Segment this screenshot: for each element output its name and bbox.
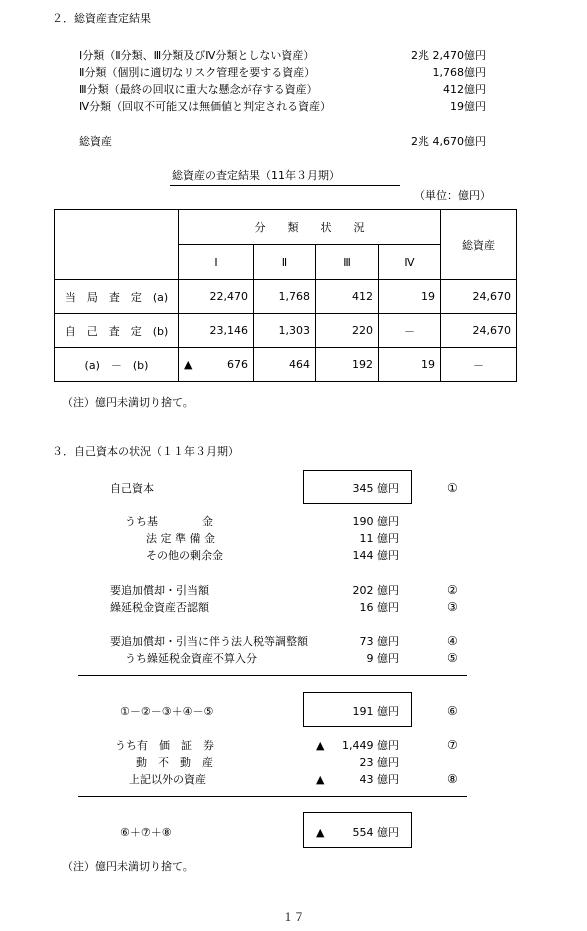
cell-value: 412: [316, 280, 379, 314]
real-estate-value: 23 億円: [359, 756, 399, 769]
deferred-tax-denied-label: 繰延税金資産否認額: [110, 601, 209, 614]
negative-mark: ▲: [316, 773, 325, 786]
class3-label: Ⅲ分類（最終の回収に重大な懸念が存する資産）: [79, 83, 318, 96]
deferred-tax-excluded-value: 9 億円: [366, 652, 399, 665]
row-label: (a) － (b): [55, 348, 179, 382]
class1-label: Ⅰ分類（Ⅱ分類、Ⅲ分類及びⅣ分類としない資産）: [79, 49, 315, 62]
cell-value: 1,303: [254, 314, 316, 348]
real-estate-label: 動 不 動 産: [136, 756, 213, 769]
col-header-4: Ⅳ: [379, 245, 441, 280]
table-row: [55, 280, 517, 314]
cell-value: －: [379, 314, 441, 348]
divider-2: [78, 796, 467, 797]
deferred-tax-denied-value: 16 億円: [359, 601, 399, 614]
calc1-value: 191 億円: [352, 705, 399, 718]
row-label: 自 己 査 定 (b): [55, 314, 179, 348]
table-title-underline: [170, 185, 400, 186]
legal-reserve-value: 11 億円: [359, 532, 399, 545]
table-row: [55, 348, 517, 382]
total-assets-header: 総資産: [441, 210, 517, 280]
breakdown-fund-value: 190 億円: [352, 515, 399, 528]
calc2-value: 554 億円: [352, 826, 399, 839]
table-note: （注）億円未満切り捨て。: [62, 396, 194, 409]
cell-value: 22,470: [179, 280, 254, 314]
own-capital-value: 345 億円: [352, 482, 399, 495]
row-label: 当 局 査 定 (a): [55, 280, 179, 314]
col-header-2: Ⅱ: [254, 245, 316, 280]
circle-8: ⑧: [447, 772, 458, 786]
col-header-3: Ⅲ: [316, 245, 379, 280]
classification-header: 分 類 状 況: [179, 210, 441, 245]
circle-1: ①: [447, 481, 458, 495]
cell-value: 23,146: [179, 314, 254, 348]
negative-mark: ▲: [316, 826, 325, 839]
total-assets-label: 総資産: [79, 135, 112, 148]
additional-provision-value: 202 億円: [352, 584, 399, 597]
own-capital-label: 自己資本: [110, 482, 154, 495]
circle-2: ②: [447, 583, 458, 597]
page-number: １７: [282, 911, 305, 924]
total-assets-value: 2兆 4,670億円: [411, 135, 486, 148]
section3-heading: ３．自己資本の状況（１１年３月期）: [52, 445, 239, 458]
cell-value: 19: [379, 280, 441, 314]
legal-reserve-label: 法 定 準 備 金: [146, 532, 215, 545]
securities-value: 1,449 億円: [342, 739, 399, 752]
unit-label: （単位：億円）: [414, 189, 491, 202]
class2-label: Ⅱ分類（個別に適切なリスク管理を要する資産）: [79, 66, 316, 79]
class1-value: 2兆 2,470億円: [411, 49, 486, 62]
class4-label: Ⅳ分類（回収不可能又は無価値と判定される資産）: [79, 100, 332, 113]
table-row: [55, 314, 517, 348]
deferred-tax-excluded-label: うち繰延税金資産不算入分: [125, 652, 257, 665]
circle-7: ⑦: [447, 738, 458, 752]
tax-adjustment-value: 73 億円: [359, 635, 399, 648]
additional-provision-label: 要追加償却・引当額: [110, 584, 209, 597]
other-surplus-value: 144 億円: [352, 549, 399, 562]
table-corner: [55, 210, 179, 280]
cell-value: 1,768: [254, 280, 316, 314]
assessment-table: [54, 209, 517, 382]
breakdown-fund-label: うち基 金: [125, 515, 213, 528]
table-title: 総資産の査定結果（11年３月期）: [172, 169, 340, 182]
calc2-label: ⑥＋⑦＋⑧: [120, 826, 172, 839]
circle-3: ③: [447, 600, 458, 614]
divider-1: [78, 675, 467, 676]
cell-number: 676: [227, 358, 248, 371]
section2-heading: ２．総資産査定結果: [52, 12, 151, 25]
class4-value: 19億円: [450, 100, 486, 113]
negative-mark: ▲: [184, 358, 193, 371]
other-assets-label: 上記以外の資産: [129, 773, 206, 786]
cell-value: [179, 348, 254, 382]
tax-adjustment-label: 要追加償却・引当に伴う法人税等調整額: [110, 635, 308, 648]
circle-4: ④: [447, 634, 458, 648]
securities-label: うち有 価 証 券: [115, 739, 214, 752]
circle-5: ⑤: [447, 651, 458, 665]
cell-value: 19: [379, 348, 441, 382]
section3-note: （注）億円未満切り捨て。: [62, 860, 194, 873]
class2-value: 1,768億円: [432, 66, 486, 79]
negative-mark: ▲: [316, 739, 325, 752]
class3-value: 412億円: [443, 83, 486, 96]
calc1-label: ①－②－③＋④－⑤: [120, 705, 214, 718]
other-surplus-label: その他の剰余金: [146, 549, 223, 562]
col-header-1: Ⅰ: [179, 245, 254, 280]
cell-value: 464: [254, 348, 316, 382]
circle-6: ⑥: [447, 704, 458, 718]
cell-value: 192: [316, 348, 379, 382]
cell-value: 220: [316, 314, 379, 348]
cell-value: 24,670: [441, 314, 517, 348]
cell-value: 24,670: [441, 280, 517, 314]
other-assets-value: 43 億円: [359, 773, 399, 786]
cell-value: －: [441, 348, 517, 382]
